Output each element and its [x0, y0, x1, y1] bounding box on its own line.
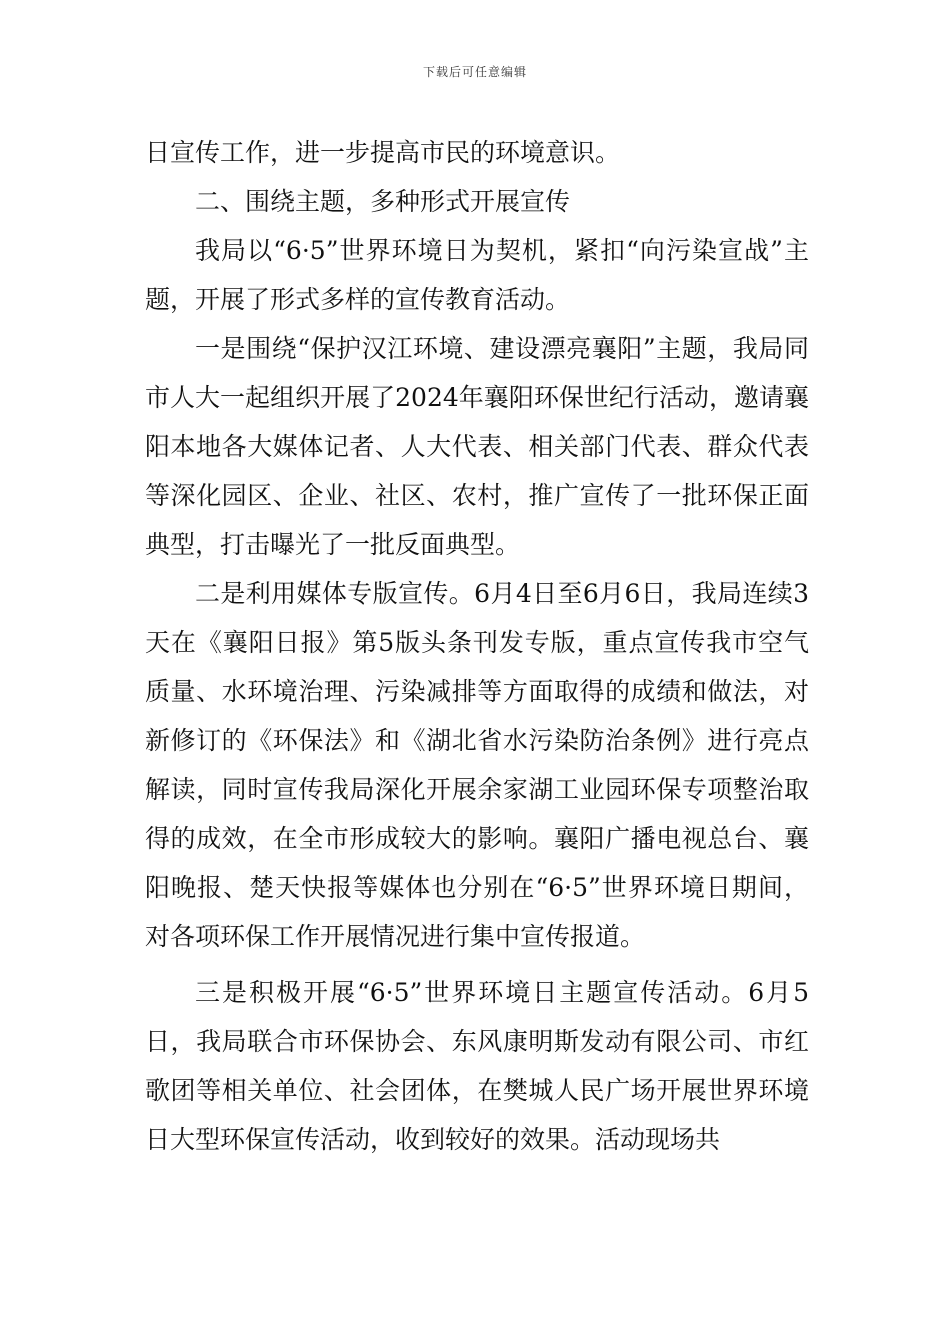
document-body	[145, 128, 809, 1164]
page-header-note: 下载后可任意编辑	[422, 65, 527, 79]
paragraph-intro: 我局以“6·5”世界环境日为契机，紧扣“向污染宣战”主题，开展了形式多样的宣传教育活动。	[145, 236, 809, 314]
paragraph-continuation: 日宣传工作，进一步提高市民的环境意识。	[145, 138, 621, 167]
paragraph-item-three: 三是积极开展“6·5”世界环境日主题宣传活动。6月5日，我局联合市环保协会、东风康明斯发动有限公司、市红歌团等相关单位、社会团体，在樊城人民广场开展世界环境日大型环保宣传活动，收到较好的效果。活动现场共	[145, 978, 809, 1154]
paragraph-item-one: 一是围绕“保护汉江环境、建设漂亮襄阳”主题，我局同市人大一起组织开展了2024年襄阳环保世纪行活动，邀请襄阳本地各大媒体记者、人大代表、相关部门代表、群众代表等深化园区、企业、社区、农村，推广宣传了一批环保正面典型，打击曝光了一批反面典型。	[145, 334, 809, 559]
paragraph-item-two: 二是利用媒体专版宣传。6月4日至6月6日，我局连续3天在《襄阳日报》第5版头条刊发专版，重点宣传我市空气质量、水环境治理、污染减排等方面取得的成绩和做法，对新修订的《环保法》和《湖北省水污染防治条例》进行亮点解读，同时宣传我局深化开展余家湖工业园环保专项整治取得的成效，在全市形成较大的影响。襄阳广播电视总台、襄阳晚报、楚天快报等媒体也分别在“6·5”世界环境日期间，对各项环保工作开展情况进行集中宣传报道。	[145, 579, 809, 951]
section-heading: 二、围绕主题，多种形式开展宣传	[195, 187, 571, 216]
